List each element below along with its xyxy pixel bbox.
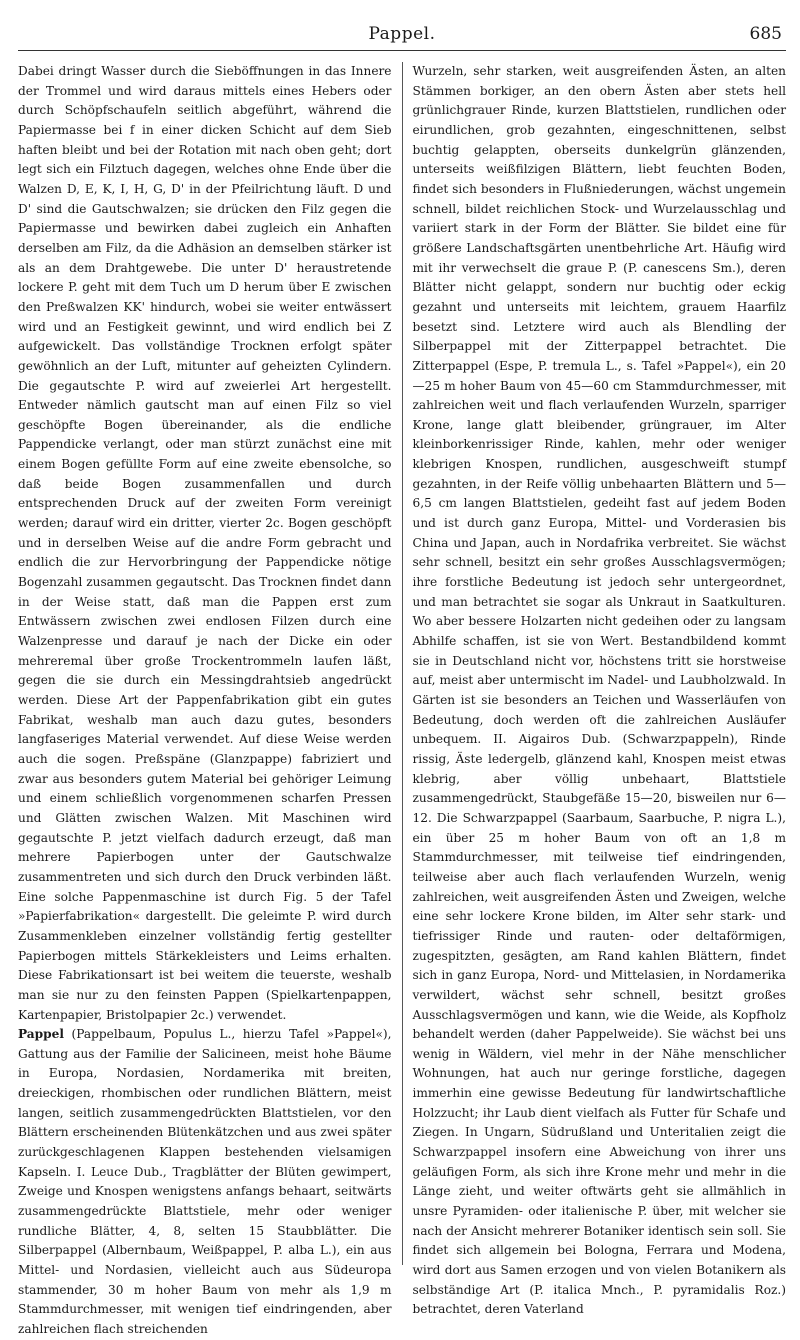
- right-column: [412, 62, 787, 1317]
- entry-text: (Pappelbaum, Populus L., hierzu Tafel »Pappel«), Gattung aus der Familie der Salicineen, meist hohe Bäume in Europa, Nordasien, Nordamerika mit breiten, dreieckigen, rhombischen oder rundlichen Blättern, meist langen, seitlich zusammengedrückten Blattstielen, vor den Blättern erscheinenden Blütenkätzchen und aus zwei später zurückgeschlagenen Klappen bestehenden vielsamigen Kapseln. I. Leuce Dub., Tragblätter der Blüten gewimpert, Zweige und Knospen wenigstens anfangs behaart, seitwärts zusammengedrückte Blattstiele, mehr oder weniger rundliche Blätter, 4, 8, selten 15 Staubblätter. Die Silberpappel (Albernbaum, Weißpappel, P. alba L.), ein aus Mittel- und Nordasien, vielleicht auch aus Südeuropa stammender, 30 m hoher Baum von mehr als 1,9 m Stammdurchmesser, mit wenigen tief eindringenden, aber zahlreichen flach streichenden: [18, 1027, 392, 1336]
- entry-headword: Pappel: [18, 1027, 64, 1042]
- page-number: 685: [749, 24, 782, 44]
- text-columns: [18, 62, 786, 1336]
- page-header: [18, 22, 786, 51]
- column-divider: [402, 62, 403, 1265]
- paragraph-pappel-continued: Wurzeln, sehr starken, weit ausgreifenden Ästen, an alten Stämmen borkiger, an den obern Ästen aber stets hell grünlichgrauer Rinde, kurzen Blattstielen, rundlichen oder eirundlichen, grob gezahnten, eingeschnittenen, selbst buchtig gelappten, oberseits dunkelgrün glänzenden, unterseits weißfilzigen Blättern, liebt feuchten Boden, findet sich besonders in Flußniederungen, wächst ungemein schnell, bildet reichlichen Stock- und Wurzelausschlag und variiert stark in der Form der Blätter. Sie bildet eine für größere Landschaftsgärten unentbehrliche Art. Häufig wird mit ihr verwechselt die graue P. (P. canescens Sm.), deren Blätter nicht gelappt, sondern nur buchtig oder eckig gezahnt und unterseits mit leichtem, grauem Haarfilz besetzt sind. Letztere wird auch als Blendling der Silberpappel mit der Zitterpappel betrachtet. Die Zitterpappel (Espe, P. tremula L., s. Tafel »Pappel«), ein 20—25 m hoher Baum von 45—60 cm Stammdurchmesser, mit zahlreichen weit und flach verlaufenden Wurzeln, sparriger Krone, lange glatt bleibender, grüngrauer, im Alter kleinborkenrissiger Rinde, kahlen, mehr oder weniger klebrigen Knospen, rundlichen, ausgeschweift stumpf gezahnten, in der Reife völlig unbehaarten Blättern und 5—6,5 cm langen Blattstielen, gedeiht fast auf jedem Boden und ist durch ganz Europa, Mittel- und Vorderasien bis China und Japan, auch in Nordafrika verbreitet. Sie wächst sehr schnell, besitzt ein sehr großes Ausschlagsvermögen; ihre forstliche Bedeutung ist jedoch sehr untergeordnet, und man betrachtet sie sogar als Unkraut in Saatkulturen. Wo aber bessere Holzarten nicht gedeihen oder zu langsam Abhilfe schaffen, ist sie von Wert. Bestandbildend kommt sie in Deutschland nicht vor, höchstens tritt sie horstweise auf, meist aber untermischt im Nadel- und Laubholzwald. In Gärten ist sie besonders an Teichen und Wasserläufen von Bedeutung, doch werden oft die zahlreichen Ausläufer unbequem. II. Aigairos Dub. (Schwarzpappeln), Rinde rissig, Äste ledergelb, glänzend kahl, Knospen meist etwas klebrig, aber völlig unbehaart, Blattstiele zusammengedrückt, Staubgefäße 15—20, bisweilen nur 6—12. Die Schwarzpappel (Saarbaum, Saarbuche, P. nigra L.), ein über 25 m hoher Baum von oft an 1,8 m Stammdurchmesser, mit teilweise tief eindringenden, teilweise aber auch flach verlaufenden Wurzeln, wenig zahlreichen, weit ausgreifenden Ästen und Zweigen, welche eine sehr lockere Krone bilden, im Alter sehr stark- und tiefrissiger Rinde und rauten- oder deltaförmigen, zugespitzten, gesägten, am Rand kahlen Blättern, findet sich in ganz Europa, Nord- und Mittelasien, in Nordamerika verwildert, wächst sehr schnell, besitzt großes Ausschlagsvermögen und kann, wie die Weide, als Kopfholz behandelt werden (daher Pappelweide). Sie wächst bei uns wenig in Wäldern, viel mehr in der Nähe menschlicher Wohnungen, hat auch nur geringe forstliche, dagegen immerhin eine gewisse Bedeutung für landwirtschaftliche Holzzucht; ihr Laub dient vielfach als Futter für Schafe und Ziegen. In Ungarn, Südrußland und Unteritalien zeigt die Schwarzpappel insofern eine Abweichung von ihrer uns geläufigen Form, als sich ihre Krone mehr und mehr in die Länge zieht, und weiter oftwärts geht sie allmählich in unsre Pyramiden- oder italienische P. über, mit welcher sie nach der Ansicht mehrerer Botaniker identisch sein soll. Sie findet sich allgemein bei Bologna, Ferrara und Modena, wird dort aus Samen erzogen und von vielen Botanikern als selbständige Art (P. italica Mnch., P. pyramidalis Roz.) betrachtet, deren Vaterland: [412, 64, 786, 1317]
- paragraph-pappel: [18, 1025, 392, 1340]
- paragraph-pappe-continued: Dabei dringt Wasser durch die Sieböffnungen in das Innere der Trommel und wird daraus mittels eines Hebers oder durch Schöpfschaufeln seitlich abgeführt, während die Papiermasse bei f in einer dicken Schicht auf dem Sieb haften bleibt und bei der Rotation mit nach oben geht; dort legt sich ein Filztuch dagegen, welches ohne Ende über die Walzen D, E, K, I, H, G, D' in der Pfeilrichtung läuft. D und D' sind die Gautschwalzen; sie drücken den Filz gegen die Papiermasse und bewirken dabei zugleich ein Anhaften derselben am Filz, da die Adhäsion an demselben stärker ist als an dem Drahtgewebe. Die unter D' heraustretende lockere P. geht mit dem Tuch um D herum über E zwischen den Preßwalzen KK' hindurch, wobei sie weiter entwässert wird und an Festigkeit gewinnt, und wird endlich bei Z aufgewickelt. Das vollständige Trocknen erfolgt später gewöhnlich an der Luft, mitunter auf geheizten Cylindern. Die gegautschte P. wird auf zweierlei Art hergestellt. Entweder nämlich gautscht man auf einen Filz so viel geschöpfte Bogen übereinander, als die endliche Pappendicke verlangt, oder man stürzt zunächst eine mit einem Bogen gefüllte Form auf eine zweite ebensolche, so daß beide Bogen zusammenfallen und durch entsprechenden Druck auf der zweiten Form vereinigt werden; darauf wird ein dritter, vierter 2c. Bogen geschöpft und in derselben Weise auf die andre Form gebracht und endlich die zur Hervorbringung der Pappendicke nötige Bogenzahl zusammen gegautscht. Das Trocknen findet dann in der Weise statt, daß man die Pappen erst zum Entwässern zwischen zwei endlosen Filzen durch eine Walzenpresse und darauf je nach der Dicke ein oder mehreremal über große Trockentrommeln laufen läßt, gegen die sie durch ein Messingdrahtsieb angedrückt werden. Diese Art der Pappenfabrikation gibt ein gutes Fabrikat, weshalb man auch dazu gutes, besonders langfaseriges Material verwendet. Auf diese Weise werden auch die sogen. Preßspäne (Glanzpappe) fabriziert und zwar aus besonders gutem Material bei gehöriger Leimung und einem schließlich vorgenommenen scharfen Pressen und Glätten zwischen Walzen. Mit Maschinen wird gegautschte P. jetzt vielfach dadurch erzeugt, daß man mehrere Papierbogen unter der Gautschwalze zusammentreten und sich durch den Druck verbinden läßt. Eine solche Pappenmaschine ist durch Fig. 5 der Tafel »Papierfabrikation« dargestellt. Die geleimte P. wird durch Zusammenkleben einzelner vollständig fertig gestellter Papierbogen mittels Stärkekleisters und Leims erhalten. Diese Fabrikationsart ist bei weitem die teuerste, weshalb man sie nur zu den feinsten Pappen (Spielkartenpappen, Kartenpapier, Bristolpapier 2c.) verwendet.: [18, 64, 392, 1022]
- running-title: Pappel.: [368, 24, 436, 44]
- left-column: [18, 62, 392, 1336]
